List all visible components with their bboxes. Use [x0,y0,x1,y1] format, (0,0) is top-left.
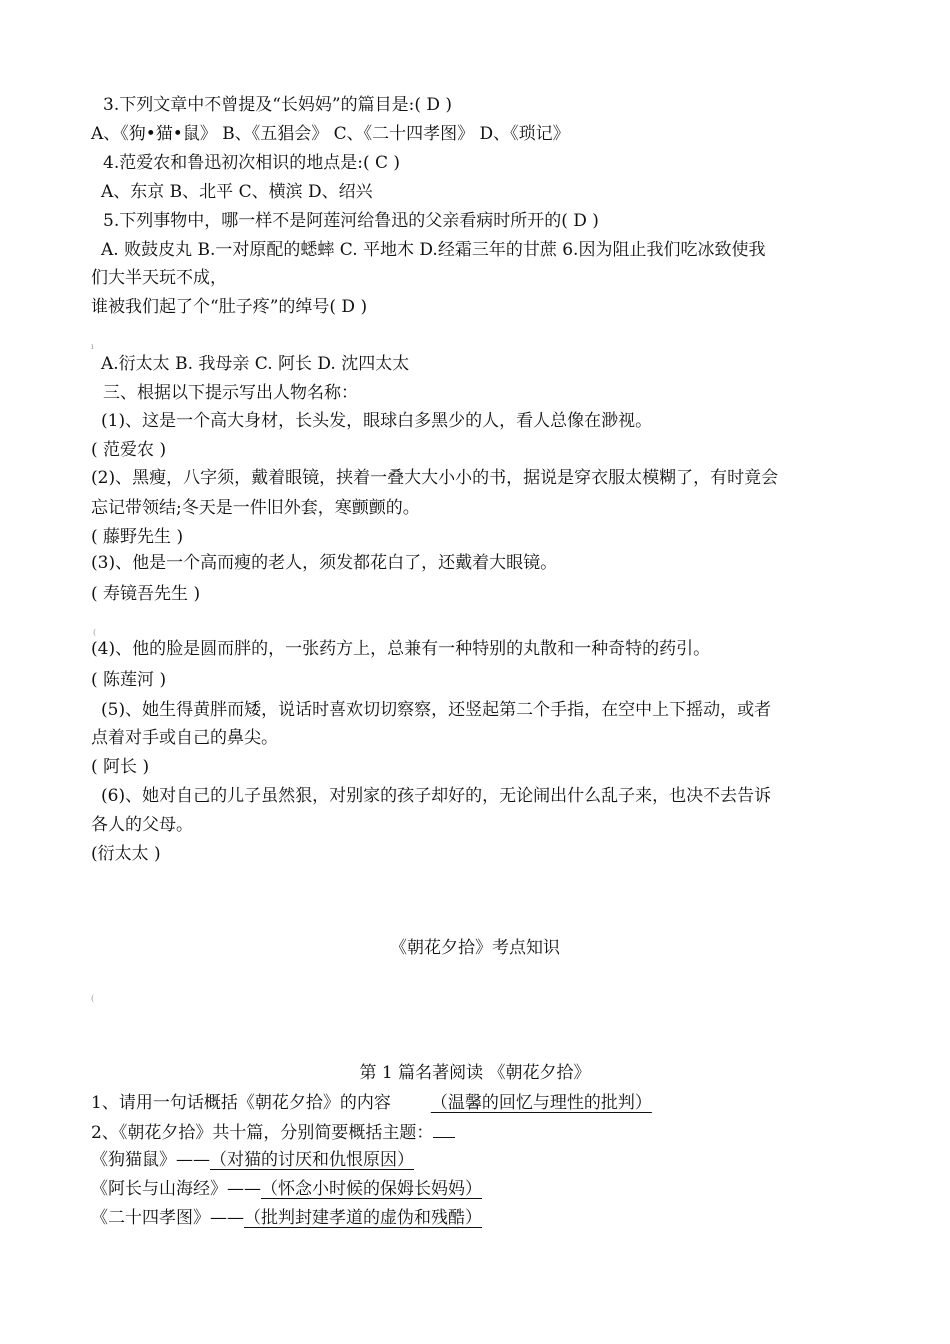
question-6: 谁被我们起了个“肚子疼”的绰号( D ) [91,297,368,317]
topic-title: 《狗猫鼠》—— [91,1150,210,1170]
prompt-5-line-2: 点着对手或自己的鼻尖。 [91,728,278,748]
answer-6: (衍太太 ) [91,844,161,864]
question-4-options: A、东京 B、北平 C、横滨 D、绍兴 [101,182,373,202]
answer-3: ( 寿镜吾先生 ) [91,584,201,604]
question-6-options: A.衍太太 B. 我母亲 C. 阿长 D. 沈四太太 [101,354,410,374]
answer-4: ( 陈莲河 ) [91,670,167,690]
topic-item [91,1147,414,1173]
summary-question-text: 1、请用一句话概括《朝花夕拾》的内容 [91,1093,391,1113]
summary-answer: （温馨的回忆与理性的批判） [430,1093,652,1113]
topic-title: 《阿长与山海经》—— [91,1179,261,1199]
margin-mark: ( [93,628,97,637]
answer-2: ( 藤野先生 ) [91,527,184,547]
prompt-4: (4)、他的脸是圆而胖的，一张药方上，总兼有一种特别的丸散和一种奇特的药引。 [91,639,711,659]
topic-item [91,1205,482,1231]
prompt-2-line-1: (2)、黑瘦，八字须，戴着眼镜，挟着一叠大大小小的书，据说是穿衣服太模糊了，有时竟会 [91,468,779,488]
prompt-6-line-2: 各人的父母。 [91,815,193,835]
prompt-6-line-1: (6)、她对自己的儿子虽然狠，对别家的孩子却好的，无论闹出什么乱子来，也决不去告诉 [101,786,772,806]
answer-blank [433,1119,455,1138]
topics-question-text: 2、《朝花夕拾》共十篇，分别简要概括主题： [91,1123,434,1143]
topic-title: 《二十四孝图》—— [91,1208,244,1228]
prompt-2-line-2: 忘记带领结;冬天是一件旧外套，寒颤颤的。 [91,498,420,518]
topic-item [91,1176,482,1202]
section-heading: 《朝花夕拾》考点知识 [390,938,560,958]
summary-question [91,1090,652,1116]
reading-heading: 第 1 篇名著阅读 《朝花夕拾》 [359,1063,591,1083]
prompt-3: (3)、他是一个高而瘦的老人，须发都花白了，还戴着大眼镜。 [91,553,558,573]
prompt-1: (1)、这是一个高大身材，长头发，眼球白多黑少的人，看人总像在渺视。 [101,411,653,431]
question-5-options: A. 败鼓皮丸 B.一对原配的蟋蟀 C. 平地木 D.经霜三年的甘蔗 6.因为阻止我们吃冰致使我 [101,240,766,260]
topics-question [91,1119,455,1146]
margin-mark: ( [91,994,95,1003]
question-5-options-continued: 们大半天玩不成， [91,268,227,288]
margin-mark: ı [91,342,94,351]
topic-answer: （怀念小时候的保姆长妈妈） [261,1179,482,1199]
topic-answer: （对猫的讨厌和仇恨原因） [210,1150,414,1170]
answer-1: ( 范爱农 ) [91,440,167,460]
question-3: 3.下列文章中不曾提及“长妈妈”的篇目是:( D ) [103,95,453,115]
topic-answer: （批判封建孝道的虚伪和残酷） [244,1208,482,1228]
section-3-title: 三、根据以下提示写出人物名称： [103,383,358,403]
question-3-options: A、《狗•猫•鼠》 B、《五猖会》 C、《二十四孝图》 D、《琐记》 [91,124,570,144]
prompt-5-line-1: (5)、她生得黄胖而矮，说话时喜欢切切察察，还竖起第二个手指，在空中上下摇动，或者 [101,700,772,720]
answer-5: ( 阿长 ) [91,757,150,777]
question-4: 4.范爱农和鲁迅初次相识的地点是:( C ) [103,153,401,173]
question-5: 5.下列事物中，哪一样不是阿莲河给鲁迅的父亲看病时所开的( D ) [103,211,599,231]
